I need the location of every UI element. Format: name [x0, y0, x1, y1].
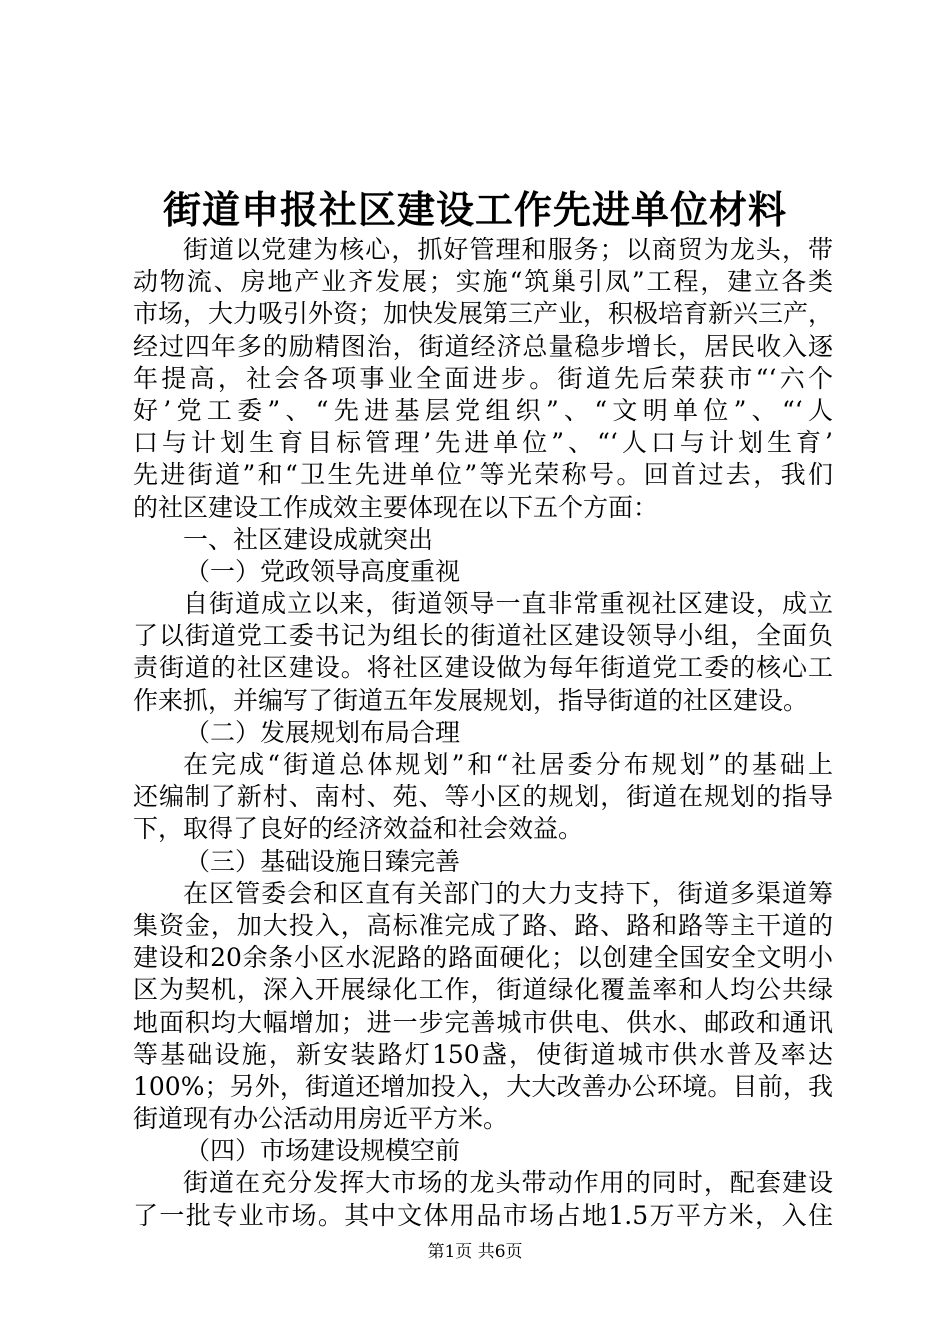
text-line: 区为契机，深入开展绿化工作，街道绿化覆盖率和人均公共绿 — [133, 975, 833, 1005]
section-heading: 一、社区建设成就突出 — [183, 524, 434, 554]
subsection-heading: （一）党政领导高度重视 — [185, 556, 461, 586]
subsection-heading: （三）基础设施日臻完善 — [185, 846, 461, 876]
subsection-heading: （二）发展规划布局合理 — [185, 717, 461, 747]
text-line: 街道现有办公活动用房近平方米。 — [133, 1104, 509, 1134]
text-line: 口与计划生育目标管理’先进单位”、“‘人口与计划生育’ — [133, 428, 833, 458]
text-line: 经过四年多的励精图治，街道经济总量稳步增长，居民收入逐 — [133, 331, 833, 361]
document-title: 街道申报社区建设工作先进单位材料 — [162, 187, 787, 232]
text-line: 建设和20余条小区水泥路的路面硬化；以创建全国安全文明小 — [133, 943, 833, 973]
text-line: 自街道成立以来，街道领导一直非常重视社区建设，成立 — [183, 589, 833, 619]
text-line: 等基础设施，新安装路灯150盏，使街道城市供水普及率达 — [133, 1039, 833, 1069]
text-line: 街道在充分发挥大市场的龙头带动作用的同时，配套建设 — [183, 1168, 833, 1198]
page-footer: 第1页 共6页 — [427, 1242, 523, 1262]
text-line: 下，取得了良好的经济效益和社会效益。 — [133, 814, 584, 844]
subsection-heading: （四）市场建设规模空前 — [185, 1136, 461, 1166]
text-line: 了以街道党工委书记为组长的街道社区建设领导小组，全面负 — [133, 621, 833, 651]
text-line: 集资金，加大投入，高标准完成了路、路、路和路等主干道的 — [133, 910, 833, 940]
text-line: 先进街道”和“卫生先进单位”等光荣称号。回首过去，我们 — [133, 460, 833, 490]
text-line: 了一批专业市场。其中文体用品市场占地1.5万平方米，入住 — [133, 1200, 833, 1230]
text-line: 100%；另外，街道还增加投入，大大改善办公环境。目前，我 — [133, 1071, 833, 1101]
text-line: 的社区建设工作成效主要体现在以下五个方面： — [133, 492, 659, 522]
text-line: 作来抓，并编写了街道五年发展规划，指导街道的社区建设。 — [133, 685, 809, 715]
text-line: 还编制了新村、南村、苑、等小区的规划，街道在规划的指导 — [133, 782, 833, 812]
text-line: 市场，大力吸引外资；加快发展第三产业，积极培育新兴三产， — [133, 299, 833, 329]
text-line: 责街道的社区建设。将社区建设做为每年街道党工委的核心工 — [133, 653, 833, 683]
text-line: 动物流、房地产业齐发展；实施“筑巢引凤”工程，建立各类 — [133, 267, 833, 297]
text-line: 在完成“街道总体规划”和“社居委分布规划”的基础上 — [183, 750, 833, 779]
document-body — [133, 234, 833, 1232]
text-line: 好’党工委”、“先进基层党组织”、“文明单位”、“‘人 — [133, 395, 833, 425]
text-line: 年提高，社会各项事业全面进步。街道先后荣获市“‘六个 — [133, 363, 833, 393]
text-line: 街道以党建为核心，抓好管理和服务；以商贸为龙头，带 — [183, 235, 833, 264]
text-line: 地面积均大幅增加；进一步完善城市供电、供水、邮政和通讯 — [133, 1007, 833, 1037]
text-line: 在区管委会和区直有关部门的大力支持下，街道多渠道筹 — [183, 878, 833, 908]
